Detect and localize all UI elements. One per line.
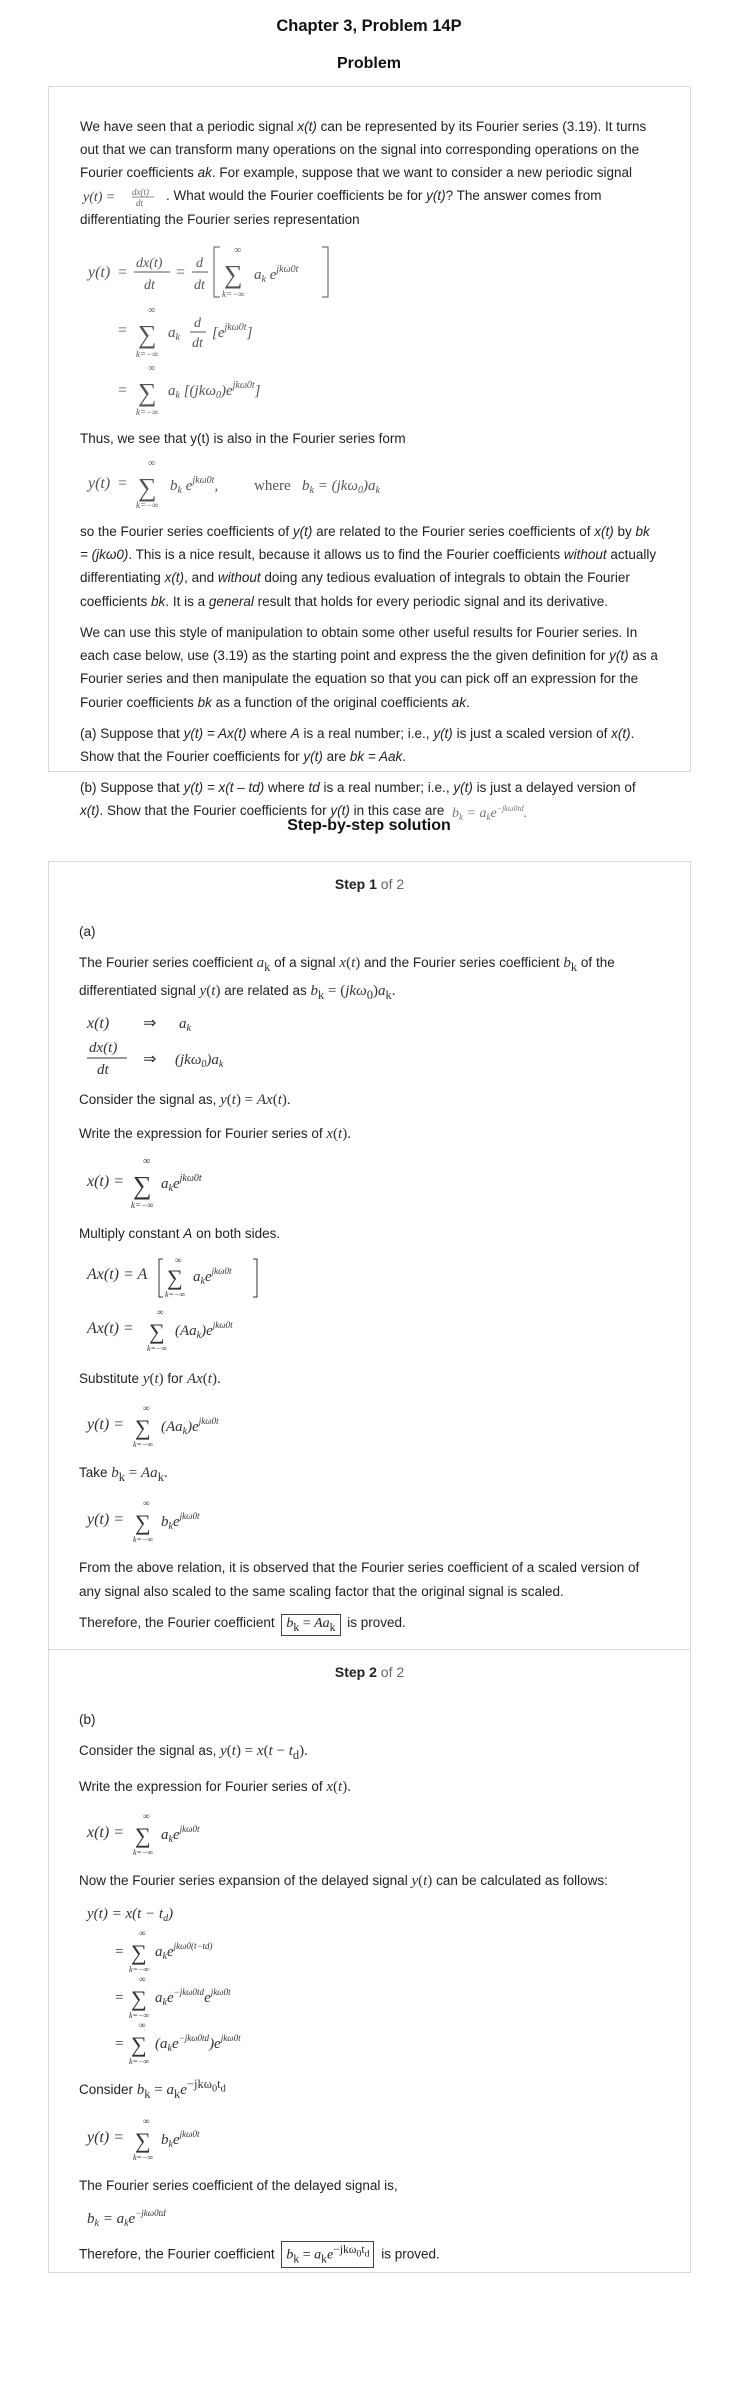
svg-text:∑: ∑ xyxy=(131,1986,147,2012)
svg-text:⇒: ⇒ xyxy=(143,1015,157,1033)
svg-text:∑: ∑ xyxy=(135,1510,151,1536)
svg-text:ake−jkω0tdejkω0t: $a_ke^{-jk\omega 0td}e^{jk\omega 0t}$ xyxy=(155,1987,231,2009)
svg-text:∑: ∑ xyxy=(167,1265,183,1291)
svg-text:x(t) =: x(t) = xyxy=(87,1172,124,1190)
svg-text:y(t) = x(t − td): $y(t) = x(t - t_d)$ xyxy=(87,1906,174,1925)
step-2-b-series xyxy=(83,2114,660,2164)
svg-text:∞: ∞ xyxy=(143,1498,150,1509)
svg-text:k=−∞: k=−∞ xyxy=(129,1965,150,1975)
step-1-part: (a) xyxy=(79,924,96,940)
step-1-substitute: Substitute y(t) for Ax(t). xyxy=(79,1371,221,1388)
svg-text:ak: $a_k$ xyxy=(179,1016,191,1035)
svg-text:∞: ∞ xyxy=(148,362,156,374)
svg-text:y(t): y(t) xyxy=(88,263,111,281)
svg-text:y(t) =: y(t) = xyxy=(83,189,116,205)
svg-text:k=−∞: k=−∞ xyxy=(131,1199,154,1210)
step-2-delayed-coef: The Fourier series coefficient of the delayed signal is, xyxy=(79,2177,398,2193)
step-2-conclusion: Therefore, the Fourier coefficient $b_k = a_ke^{-jk\omega_0t_d}$ is proved. xyxy=(79,2241,660,2268)
svg-text:x(t): x(t) xyxy=(87,1015,110,1033)
svg-text:∑: ∑ xyxy=(138,377,157,407)
svg-text:∞: ∞ xyxy=(139,2020,146,2031)
svg-text:dx(t): dx(t) xyxy=(136,255,163,271)
svg-text:ak: $a_k$ xyxy=(168,324,180,343)
svg-text:k=−∞: k=−∞ xyxy=(165,1290,186,1300)
svg-text:∑: ∑ xyxy=(135,2127,151,2153)
svg-text:∞: ∞ xyxy=(157,1307,164,1318)
step-1-series-x xyxy=(83,1156,660,1212)
svg-text:bk ejkω0t,: $b_k$ $e^{jk\omega 0t}$, xyxy=(170,475,219,497)
svg-text:=: = xyxy=(115,1990,124,2007)
page-title: Chapter 3, Problem 14P xyxy=(276,17,462,35)
svg-text:k=−∞: k=−∞ xyxy=(136,406,159,417)
svg-text:=: = xyxy=(118,381,128,399)
svg-text:∑: ∑ xyxy=(131,2032,147,2058)
svg-text:k=−∞: k=−∞ xyxy=(133,1535,154,1545)
step-1-header: Step 1 of 2 xyxy=(334,876,405,893)
step-2-derivation xyxy=(83,1902,660,2064)
step-1-relations xyxy=(83,1014,660,1078)
svg-text:(jkω0)ak: $(jk\omega_0)a_k$ xyxy=(175,1052,224,1071)
svg-text:y(t): y(t) xyxy=(88,475,111,493)
step-1-write: Write the expression for Fourier series of x(t). xyxy=(79,1126,351,1143)
svg-text:=: = xyxy=(118,263,128,281)
step-1-multiplied xyxy=(83,1253,660,1357)
svg-text:ak [(jkω0)ejkω0t]: $a_k$ $[(jk\omega_0)e^{jk\omega 0t}]$ xyxy=(168,379,261,401)
fourier-form-equation xyxy=(84,458,658,510)
svg-text:k=−∞: k=−∞ xyxy=(133,1847,154,1857)
svg-text:where: where xyxy=(254,478,291,495)
solution-heading: Step-by-step solution xyxy=(287,816,451,834)
problem-paragraph-2: Thus, we see that y(t) is also in the Fourier series form xyxy=(80,430,406,446)
svg-text:∞: ∞ xyxy=(234,244,242,256)
svg-text:∑: ∑ xyxy=(138,473,157,503)
svg-text:bk = ake−jkω0td.: $b_k = a_ke^{-jk\omega 0td}$. xyxy=(452,803,528,822)
svg-text:∑: ∑ xyxy=(224,259,243,289)
svg-text:∞: ∞ xyxy=(143,2115,150,2126)
svg-text:bk = (jkω0)ak: $b_k = (jk\omega_0)a_k$ xyxy=(302,478,380,497)
step-2-consider: Consider the signal as, $y(t) = x(t - t_d)$. xyxy=(79,1743,308,1763)
svg-text:akejkω0t: $a_ke^{jk\omega 0t}$ xyxy=(193,1266,232,1288)
step-2-header: Step 2 of 2 xyxy=(334,1664,405,1681)
step-1-multiply: Multiply constant A on both sides. xyxy=(79,1225,281,1241)
step-2-expansion: Now the Fourier series expansion of the delayed signal y(t) can be calculated as follows: xyxy=(79,1872,608,1889)
svg-text:dx(t): dx(t) xyxy=(89,1040,118,1057)
step-1-y-series xyxy=(83,1401,660,1451)
svg-text:∞: ∞ xyxy=(148,304,156,316)
svg-text:k=−∞: k=−∞ xyxy=(133,2152,154,2162)
step-2 xyxy=(49,1649,690,2268)
svg-text:k=−∞: k=−∞ xyxy=(136,348,159,359)
svg-text:k=−∞: k=−∞ xyxy=(129,2057,150,2065)
problem-paragraph-1: We have seen that a periodic signal x(t) can be represented by its Fourier series (3.19). It turns out that we can transform many operations on the signal into corresponding operations on the Fourier coefficients ak. For example, suppose that we want to consider a new periodic signal y(t) = dx(t) dt . What would the Fourier coefficients be for y(t)? The answer comes from differentiating the Fourier series representation xyxy=(80,118,647,227)
problem-paragraph-4: We can use this style of manipulation to obtain some other useful results for Fourier series. In each case below, use (3.19) as the starting point and express the the given definition for y(t) as a Fourier series and then manipulate the equation so that you can pick off an expression for the Fourier coefficients bk as a function of the original coefficients ak. xyxy=(80,624,658,710)
svg-text:d: d xyxy=(196,255,203,271)
step-1-b-series xyxy=(83,1496,660,1546)
svg-text:ak ejkω0t: $a_k$ $e^{jk\omega 0t}$ xyxy=(254,263,299,285)
svg-text:∞: ∞ xyxy=(148,458,156,470)
problem-part-b: (b) Suppose that y(t) = x(t – td) where td is a real number; i.e., y(t) is just a delayed version of x(t). Show that the Fourier coefficients for y(t) in this case are $b_k = a_ke^{-jk\omega 0td}$. xyxy=(80,780,636,822)
svg-text:d: d xyxy=(194,315,201,331)
solution-box xyxy=(48,861,691,2273)
problem-part-a: (a) Suppose that y(t) = Ax(t) where A is a real number; i.e., y(t) is just a scaled version of x(t). Show that the Fourier coefficients for y(t) are bk = Aak. xyxy=(80,725,635,765)
step-2-part: (b) xyxy=(79,1712,96,1728)
svg-text:dx(t): dx(t) xyxy=(132,186,149,197)
svg-text:bk = ake−jkω0td: $b_k = a_ke^{-jk\omega 0td}$ xyxy=(87,2208,166,2230)
svg-text:⇒: ⇒ xyxy=(143,1051,157,1069)
svg-text:dt: dt xyxy=(136,197,144,208)
svg-text:∞: ∞ xyxy=(143,1402,150,1413)
svg-text:k=−∞: k=−∞ xyxy=(129,2011,150,2021)
svg-text:=: = xyxy=(118,321,128,339)
svg-text:y(t) =: y(t) = xyxy=(87,1415,124,1433)
svg-text:y(t) =: y(t) = xyxy=(87,2128,124,2146)
svg-text:akejkω0(t−td): $a_ke^{jk\omega 0(t-td)}$ xyxy=(155,1941,213,1963)
svg-text:bkejkω0t: $b_ke^{jk\omega 0t}$ xyxy=(161,1511,200,1533)
svg-text:k=−∞: k=−∞ xyxy=(147,1344,168,1354)
step-2-series-x xyxy=(83,1809,660,1859)
svg-text:(Aak)ejkω0t: $(Aa_k)e^{jk\omega 0t}$ xyxy=(161,1415,219,1437)
step-1-take: Take $b_k = Aa_k$. xyxy=(79,1464,168,1484)
svg-text:k=−∞: k=−∞ xyxy=(136,500,159,511)
svg-text:∑: ∑ xyxy=(138,319,157,349)
step-2-bk-formula xyxy=(83,2205,660,2231)
svg-text:∑: ∑ xyxy=(135,1822,151,1848)
svg-text:k=−∞: k=−∞ xyxy=(133,1439,154,1449)
step-1-conclusion: Therefore, the Fourier coefficient $b_k = Aa_k$ is proved. xyxy=(79,1611,660,1637)
svg-text:∑: ∑ xyxy=(135,1414,151,1440)
delay-coefficient-formula xyxy=(448,802,540,822)
step-2-consider-b: Consider $b_k = a_ke^{-jk\omega_0t_d}$ xyxy=(79,2077,226,2102)
svg-text:akejkω0t: $a_ke^{jk\omega 0t}$ xyxy=(161,1823,200,1845)
svg-text:=: = xyxy=(118,475,128,493)
svg-text:akejkω0t: $a_ke^{jk\omega 0t}$ xyxy=(161,1172,202,1194)
svg-text:Ax(t) = A: Ax(t) = A xyxy=(87,1266,148,1284)
svg-text:∞: ∞ xyxy=(143,1155,151,1167)
differentiation-equations xyxy=(84,239,658,417)
svg-text:k=−∞: k=−∞ xyxy=(222,288,245,299)
step-1-consider: Consider the signal as, y(t) = Ax(t). xyxy=(79,1092,291,1109)
svg-text:=: = xyxy=(115,2036,124,2053)
svg-text:dt: dt xyxy=(97,1062,109,1079)
svg-text:x(t) =: x(t) = xyxy=(87,1823,124,1841)
svg-text:=: = xyxy=(115,1944,124,1961)
step-1 xyxy=(49,862,690,1649)
svg-text:∞: ∞ xyxy=(139,1974,146,1985)
svg-text:[ejkω0t]: $[e^{jk\omega 0t}]$ xyxy=(212,321,253,341)
y-equals-dxdt-formula xyxy=(80,186,166,208)
svg-text:∑: ∑ xyxy=(149,1319,165,1345)
problem-box xyxy=(48,86,691,822)
step-1-observation: From the above relation, it is observed that the Fourier series coefficient of a scaled version of any signal also scaled to the same scaling factor that the original signal is scaled. xyxy=(79,1560,640,1599)
svg-text:dt: dt xyxy=(144,277,155,293)
svg-text:∞: ∞ xyxy=(139,1928,146,1939)
svg-text:∑: ∑ xyxy=(131,1940,147,1966)
svg-text:bkejkω0t: $b_ke^{jk\omega 0t}$ xyxy=(161,2128,200,2150)
step-2-write: Write the expression for Fourier series of x(t). xyxy=(79,1778,351,1795)
svg-text:∑: ∑ xyxy=(133,1170,152,1200)
svg-text:Ax(t) =: Ax(t) = xyxy=(87,1320,134,1338)
svg-text:(Aak)ejkω0t: $(Aa_k)e^{jk\omega 0t}$ xyxy=(175,1320,233,1342)
svg-text:y(t) =: y(t) = xyxy=(87,1511,124,1529)
problem-paragraph-3: so the Fourier series coefficients of y(t) are related to the Fourier series coefficients of x(t) by bk = (jkω0). This is a nice result, because it allows us to find the Fourier coefficients without actually differentiating x(t), and without doing any tedious evaluation of integrals to obtain the Fourier coefficients bk. It is a general result that holds for every periodic signal and its derivative. xyxy=(80,524,657,609)
svg-text:dt: dt xyxy=(194,277,205,293)
svg-text:=: = xyxy=(176,263,186,281)
svg-text:∞: ∞ xyxy=(175,1255,182,1266)
svg-text:dt: dt xyxy=(192,335,203,351)
problem-heading: Problem xyxy=(336,55,401,72)
step-1-intro: The Fourier series coefficient $a_k$ of a signal x(t) and the Fourier series coefficient $b_k$ of the differentiated signal y(t) are related as $b_k = (jk\omega_0)a_k$. xyxy=(79,955,615,1002)
svg-text:∞: ∞ xyxy=(143,1810,150,1821)
svg-text:(ake−jkω0td)ejkω0t: $(a_ke^{-jk\omega 0td})e^{jk\omega 0t}$ xyxy=(155,2033,241,2055)
